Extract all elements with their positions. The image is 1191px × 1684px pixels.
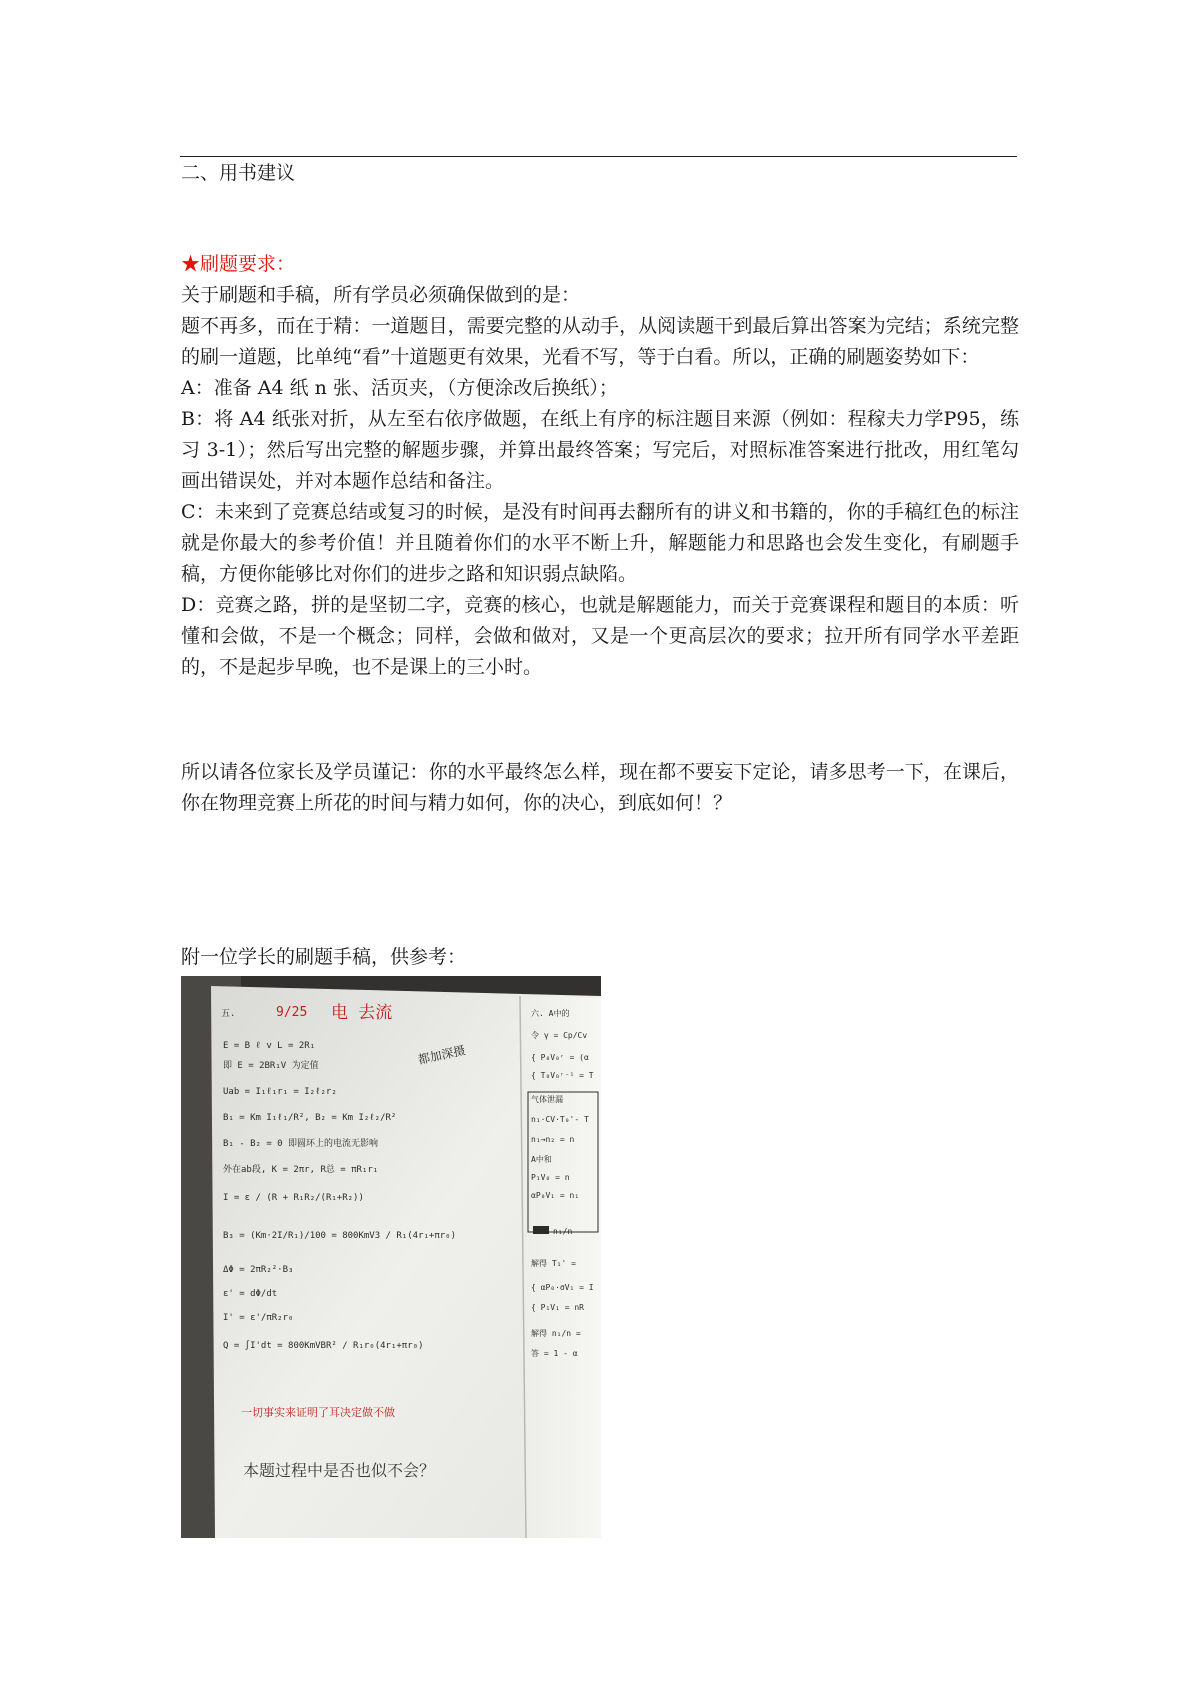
notes-line: B₃ = (Km·2I/R₁)/100 = 800KmV3 / R₁(4r₁+πr₀)	[223, 1231, 456, 1241]
notes-right-line: n₁·CV·T₀'- T	[531, 1115, 589, 1124]
notes-header-topic: 电 去流	[331, 1003, 393, 1023]
notes-right-line: 气体泄漏	[531, 1095, 563, 1104]
notes-line: Q = ∫I'dt = 800KmVBR² / R₁r₀(4r₁+πr₀)	[223, 1341, 424, 1351]
handwritten-notes-photo	[181, 976, 601, 1538]
notes-ink-mark	[533, 1226, 549, 1234]
notes-line: ε' = dΦ/dt	[223, 1289, 278, 1299]
notes-right-line: A中和	[531, 1155, 552, 1164]
notes-right-line: 答 = 1 - α	[531, 1349, 578, 1358]
notes-line: ΔΦ = 2πR₂²·B₃	[223, 1265, 294, 1275]
attachment-caption: 附一位学长的刷题手稿，供参考：	[181, 946, 467, 968]
header-rule	[180, 156, 1017, 157]
notes-line: E = B ℓ v L = 2R₁	[223, 1041, 316, 1051]
notes-right-line: n₁/n	[553, 1227, 573, 1236]
notes-line: I' = ε'/πR₂r₀	[223, 1313, 294, 1323]
notes-header-date: 9/25	[276, 1005, 308, 1020]
notes-right-line: αP₀V₁ = n₁	[531, 1191, 580, 1200]
reminder-paragraph: 所以请各位家长及学员谨记：你的水平最终怎么样，现在都不要妄下定论，请多思考一下，在课后，你在物理竞赛上所花的时间与精力如何，你的决心，到底如何！？	[181, 761, 1019, 814]
requirement-title: ★刷题要求：	[181, 253, 296, 275]
notes-line: Uab = I₁ℓ₁r₁ = I₂ℓ₂r₂	[223, 1087, 337, 1097]
section-title: 二、用书建议	[181, 162, 296, 184]
notes-red-remark: 一切事实来证明了耳决定做不做	[241, 1406, 395, 1419]
notes-right-line: 解得 T₁' =	[531, 1259, 576, 1268]
requirement-line-a: A：准备 A4 纸 n 张、活页夹，（方便涂改后换纸）；	[181, 377, 618, 399]
notes-right-line: { P₀V₀ʳ = (α	[531, 1053, 589, 1062]
requirement-line-b: B：将 A4 纸张对折，从左至右依序做题，在纸上有序的标注题目来源（例如：程稼夫力学P95，练习 3-1）；然后写出完整的解题步骤，并算出最终答案；写完后，对照标准答案进行批改，用红笔勾画出错误处，并对本题作总结和备注。	[181, 408, 1019, 492]
notes-side-note: 都加深摄	[416, 1043, 467, 1067]
notes-right-line: n₁→n₂ = n	[531, 1135, 575, 1144]
notes-right-line: P₁V₀ = n	[531, 1173, 570, 1182]
requirement-section	[181, 249, 1019, 683]
notes-line: B₁ = Km I₁ℓ₁/R², B₂ = Km I₂ℓ₂/R²	[223, 1113, 397, 1123]
notes-line: I = ε / (R + R₁R₂/(R₁+R₂))	[223, 1193, 364, 1203]
notes-line: B₁ - B₂ = 0 即圆环上的电流无影响	[223, 1139, 379, 1149]
notes-right-line: 解得 n₁/n =	[531, 1329, 581, 1338]
notes-right-line: { T₀V₀ʳ⁻¹ = T	[531, 1071, 594, 1080]
requirement-line-d: D：竞赛之路，拼的是坚韧二字，竞赛的核心，也就是解题能力，而关于竞赛课程和题目的本质：听懂和会做，不是一个概念；同样，会做和做对，又是一个更高层次的要求；拉开所有同学水平差距的，不是起步早晚，也不是课上的三小时。	[181, 594, 1019, 678]
notes-right-line: { αP₀·σV₁ = I	[531, 1283, 594, 1292]
notes-header-label: 五.	[221, 1009, 236, 1019]
notes-right-line: 六. A中的	[531, 1009, 570, 1018]
requirement-line-c: C：未来到了竞赛总结或复习的时候，是没有时间再去翻所有的讲义和书籍的，你的手稿红色的标注就是你最大的参考价值！并且随着你们的水平不断上升，解题能力和思路也会发生变化，有刷题手稿，方便你能够比对你们的进步之路和知识弱点缺陷。	[181, 501, 1019, 585]
notes-line: 外在ab段, K = 2πr, R总 = πR₁r₁	[223, 1165, 379, 1175]
notes-bottom-remark: 本题过程中是否也似不会？	[243, 1461, 436, 1480]
notes-line: 即 E = 2BR₁V 为定值	[223, 1061, 319, 1071]
notes-right-line: { P₁V₁ = nR	[531, 1303, 584, 1312]
notes-right-line: 令 γ = Cp/Cv	[531, 1031, 588, 1040]
requirement-intro: 关于刷题和手稿，所有学员必须确保做到的是：	[181, 284, 581, 306]
requirement-line-1: 题不再多，而在于精：一道题目，需要完整的从动手，从阅读题干到最后算出答案为完结；系统完整的刷一道题，比单纯“看”十道题更有效果，光看不写，等于白看。所以，正确的刷题姿势如下：	[181, 315, 1019, 368]
